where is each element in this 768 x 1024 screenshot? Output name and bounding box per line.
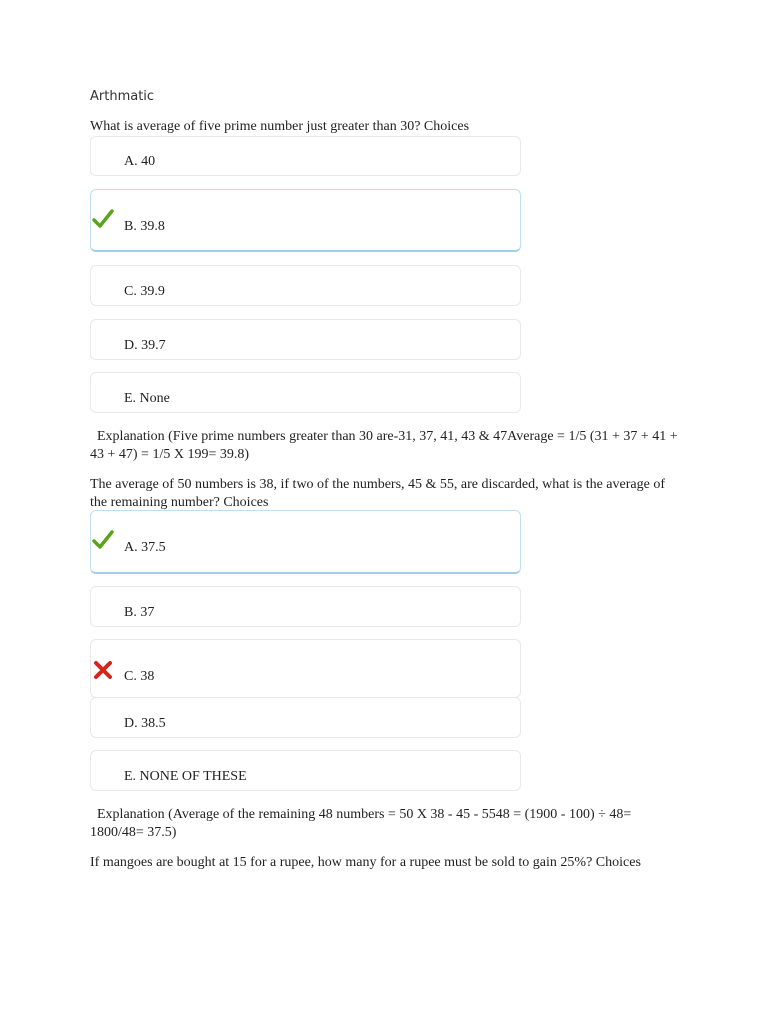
q1-option-a-label: A. 40 [124,154,156,169]
q2-option-e-label: E. NONE OF THESE [124,769,247,784]
q2-option-c-label: C. 38 [124,669,155,684]
section-heading: Arthmatic [90,89,155,104]
q2-option-c[interactable] [90,639,521,698]
q1-option-b-label: B. 39.8 [124,219,165,234]
q1-option-c-label: C. 39.9 [124,284,165,299]
cross-icon [92,659,114,681]
q2-option-d-label: D. 38.5 [124,716,166,731]
q1-option-e-label: E. None [124,391,170,406]
q1-explanation: Explanation (Five prime numbers greater than 30 are-31, 37, 41, 43 & 47Average = 1/5 (31 + 37 + 41 + 43 + 47) = 1/5 X 199= 39.8) [90,429,682,462]
question-1-text: What is average of five prime number just greater than 30? Choices [90,119,470,134]
question-3-text: If mangoes are bought at 15 for a rupee, how many for a rupee must be sold to gain 25%? Choices [90,855,641,870]
q2-option-b[interactable] [90,586,521,627]
q2-option-a-label: A. 37.5 [124,540,166,555]
check-icon [92,529,114,551]
question-2-text: The average of 50 numbers is 38, if two of the numbers, 45 & 55, are discarded, what is the average of the remaining number? Choices [90,477,665,510]
check-icon [92,208,114,230]
q2-option-b-label: B. 37 [124,605,155,620]
q1-option-d-label: D. 39.7 [124,338,166,353]
q2-explanation: Explanation (Average of the remaining 48 numbers = 50 X 38 - 45 - 5548 = (1900 - 100) ÷ 48= 1800/48= 37.5) [90,807,635,840]
